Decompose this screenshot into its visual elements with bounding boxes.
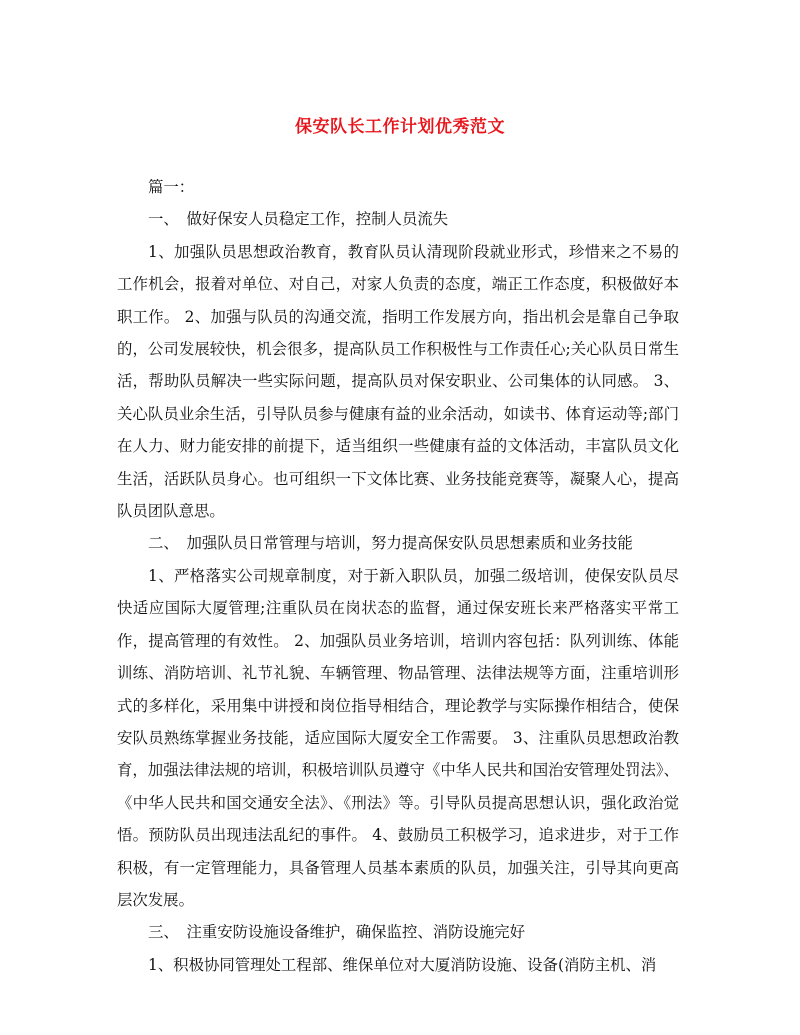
section-heading-1: 一、 做好保安人员稳定工作，控制人员流失 bbox=[148, 210, 449, 229]
paragraph-2: 1、严格落实公司规章制度，对于新入职队员，加强二级培训，使保安队员尽快适应国际大厦管理;注重队员在岗状态的监督，通过保安班长来严格落实平常工作，提高管理的有效性。 2、加强队员业务培训，培训内容包括：队列训练、体能训练、消防培训、礼节礼貌、车辆管理、物品管理、法律法规等方面，注重培训形式的多样化，采用集中讲授和岗位指导相结合，理论教学与实际操作相结合，使保安队员熟练掌握业务技能，适应国际大厦安全工作需要。 3、注重队员思想政治教育，加强法律法规的培训，积极培训队员遵守《中华人民共和国治安管理处罚法》、《中华人民共和国交通安全法》、《刑法》等。引导队员提高思想认识，强化政治觉悟。预防队员出现违法乱纪的事件。 4、鼓励员工积极学习，追求进步，对于工作积极，有一定管理能力，具备管理人员基本素质的队员，加强关注，引导其向更高层次发展。 bbox=[117, 566, 679, 909]
section-heading-3: 三、 注重安防设施设备维护，确保监控、消防设施完好 bbox=[148, 923, 526, 942]
section-label: 篇一： bbox=[148, 178, 195, 196]
section-heading-2: 二、 加强队员日常管理与培训，努力提高保安队员思想素质和业务技能 bbox=[148, 534, 633, 553]
paragraph-3: 1、积极协同管理处工程部、维保单位对大厦消防设施、设备(消防主机、消 bbox=[148, 955, 657, 974]
document-title: 保安队长工作计划优秀范文 bbox=[295, 117, 505, 137]
document-body bbox=[117, 171, 679, 981]
paragraph-1: 1、加强队员思想政治教育，教育队员认清现阶段就业形式，珍惜来之不易的工作机会，报着对单位、对自己，对家人负责的态度，端正工作态度，积极做好本职工作。 2、加强与队员的沟通交流，指明工作发展方向，指出机会是靠自己争取的，公司发展较快，机会很多，提高队员工作积极性与工作责任心;关心队员日常生活，帮助队员解决一些实际问题，提高队员对保安职业、公司集体的认同感。 3、关心队员业余生活，引导队员参与健康有益的业余活动，如读书、体育运动等;部门在人力、财力能安排的前提下，适当组织一些健康有益的文体活动，丰富队员文化生活，活跃队员身心。也可组织一下文体比赛、业务技能竞赛等，凝聚人心，提高队员团队意思。 bbox=[117, 242, 679, 521]
